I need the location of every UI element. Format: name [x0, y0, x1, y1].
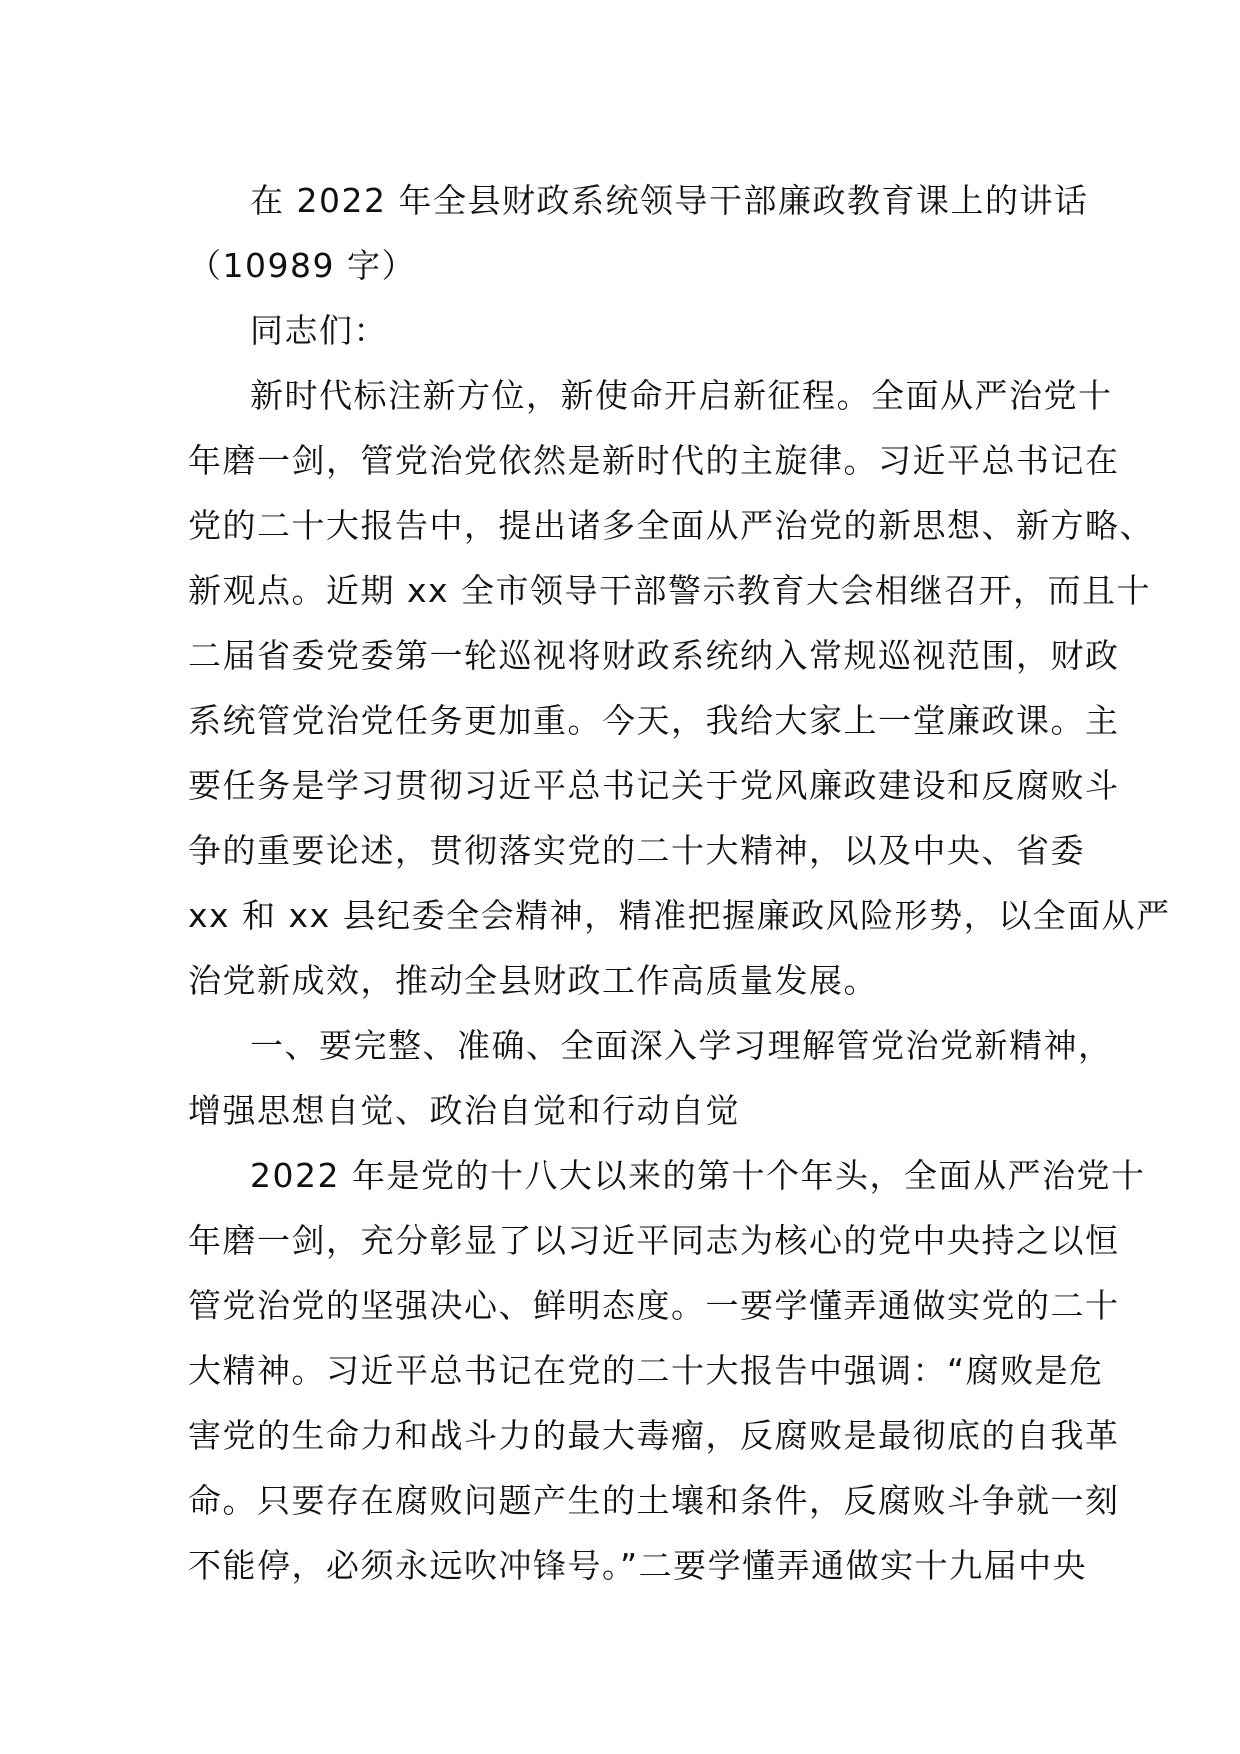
paragraph-line: 要任务是学习贯彻习近平总书记关于党风廉政建设和反腐败斗: [188, 766, 1120, 805]
paragraph-line: 党的二十大报告中，提出诸多全面从严治党的新思想、新方略、: [188, 506, 1154, 545]
paragraph-line: 大精神。习近平总书记在党的二十大报告中强调：“腐败是危: [188, 1351, 1104, 1390]
paragraph-line: 新时代标注新方位，新使命开启新征程。全面从严治党十: [250, 376, 1113, 415]
paragraph-line: 管党治党的坚强决心、鲜明态度。一要学懂弄通做实党的二十: [188, 1286, 1120, 1325]
document-title-word-count: （10989 字）: [188, 246, 416, 285]
paragraph-line: 新观点。近期 xx 全市领导干部警示教育大会相继召开，而且十: [188, 571, 1152, 610]
paragraph-line: 不能停，必须永远吹冲锋号。”二要学懂弄通做实十九届中央: [188, 1546, 1088, 1585]
salutation: 同志们：: [250, 311, 388, 350]
paragraph-line: 治党新成效，推动全县财政工作高质量发展。: [188, 961, 878, 1000]
paragraph-line: 命。只要存在腐败问题产生的土壤和条件，反腐败斗争就一刻: [188, 1481, 1120, 1520]
paragraph-section-1: [188, 1143, 1146, 1598]
heading-line: 增强思想自觉、政治自觉和行动自觉: [188, 1091, 740, 1130]
paragraph-line: 系统管党治党任务更加重。今天，我给大家上一堂廉政课。主: [188, 701, 1120, 740]
paragraph-line: 2022 年是党的十八大以来的第十个年头，全面从严治党十: [250, 1156, 1146, 1195]
document-body: [188, 168, 1171, 1598]
paragraph-line: 年磨一剑，管党治党依然是新时代的主旋律。习近平总书记在: [188, 441, 1120, 480]
paragraph-line: 害党的生命力和战斗力的最大毒瘤，反腐败是最彻底的自我革: [188, 1416, 1120, 1455]
paragraph-line: 争的重要论述，贯彻落实党的二十大精神，以及中央、省委: [188, 831, 1085, 870]
paragraph-line: 二届省委党委第一轮巡视将财政系统纳入常规巡视范围，财政: [188, 636, 1120, 675]
document-title: 在 2022 年全县财政系统领导干部廉政教育课上的讲话: [250, 181, 1089, 220]
paragraph-intro: [188, 363, 1171, 1013]
paragraph-line: 年磨一剑，充分彰显了以习近平同志为核心的党中央持之以恒: [188, 1221, 1120, 1260]
section-heading-1: [188, 1013, 1113, 1143]
heading-line: 一、要完整、准确、全面深入学习理解管党治党新精神，: [250, 1026, 1113, 1065]
paragraph-line: xx 和 xx 县纪委全会精神，精准把握廉政风险形势，以全面从严: [188, 896, 1171, 935]
